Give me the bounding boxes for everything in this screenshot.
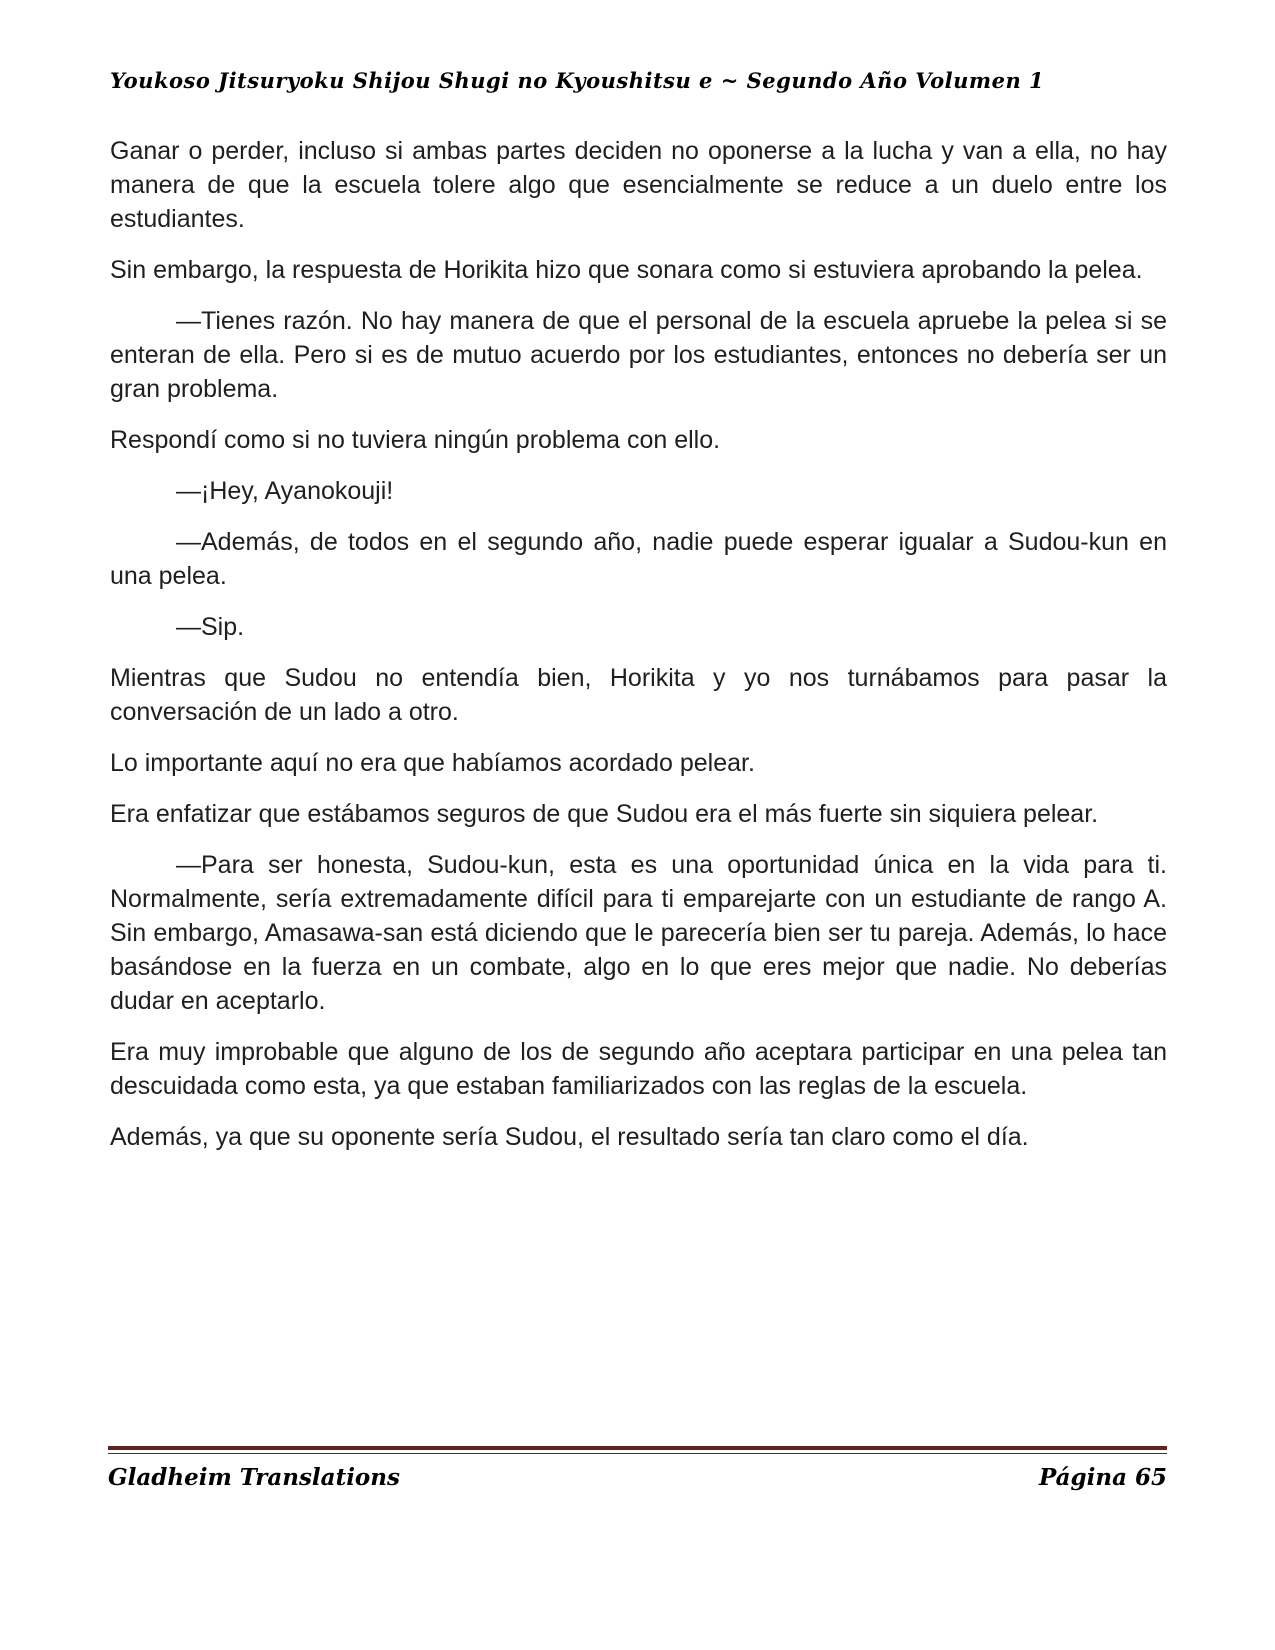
paragraph: Lo importante aquí no era que habíamos acordado pelear.	[110, 749, 755, 777]
dialogue-paragraph: —Además, de todos en el segundo año, nadie puede esperar igualar a Sudou-kun en una pelea.	[110, 528, 1167, 590]
dialogue-paragraph: —¡Hey, Ayanokouji!	[176, 477, 394, 505]
dialogue-paragraph: —Para ser honesta, Sudou-kun, esta es una oportunidad única en la vida para ti. Normalmente, sería extremadamente difícil para ti emparejarte con un estudiante de rango A. Sin embargo, Amasawa-san está diciendo que le parecería bien ser tu pareja. Además, lo hace basándose en la fuerza en un combate, algo en lo que eres mejor que nadie. No deberías dudar en aceptarlo.	[110, 851, 1167, 1015]
translator-credit: Gladheim Translations	[108, 1464, 400, 1491]
dialogue-paragraph: —Tienes razón. No hay manera de que el personal de la escuela apruebe la pelea si se enteran de ella. Pero si es de mutuo acuerdo por los estudiantes, entonces no debería ser un gran problema.	[110, 307, 1167, 403]
page-number: Página 65	[1038, 1464, 1167, 1491]
paragraph: Ganar o perder, incluso si ambas partes deciden no oponerse a la lucha y van a ella, no hay manera de que la escuela tolere algo que esencialmente se reduce a un duelo entre los estudiantes.	[110, 137, 1167, 233]
paragraph: Era enfatizar que estábamos seguros de que Sudou era el más fuerte sin siquiera pelear.	[110, 800, 1099, 828]
paragraph: Respondí como si no tuviera ningún problema con ello.	[110, 426, 721, 454]
page-footer	[108, 1446, 1167, 1491]
paragraph: Era muy improbable que alguno de los de segundo año aceptara participar en una pelea tan descuidada como esta, ya que estaban familiarizados con las reglas de la escuela.	[110, 1038, 1167, 1100]
dialogue-paragraph: —Sip.	[176, 613, 245, 641]
paragraph: Además, ya que su oponente sería Sudou, el resultado sería tan claro como el día.	[110, 1123, 1029, 1151]
footer-rule	[108, 1446, 1167, 1454]
page-header	[110, 68, 1167, 93]
book-title: Youkoso Jitsuryoku Shijou Shugi no Kyoushitsu e ~ Segundo Año Volumen 1	[110, 68, 1045, 93]
body-text	[110, 134, 1167, 1171]
paragraph: Sin embargo, la respuesta de Horikita hizo que sonara como si estuviera aprobando la pelea.	[110, 256, 1143, 284]
paragraph: Mientras que Sudou no entendía bien, Horikita y yo nos turnábamos para pasar la conversación de un lado a otro.	[110, 664, 1167, 726]
footer-row	[108, 1464, 1167, 1491]
